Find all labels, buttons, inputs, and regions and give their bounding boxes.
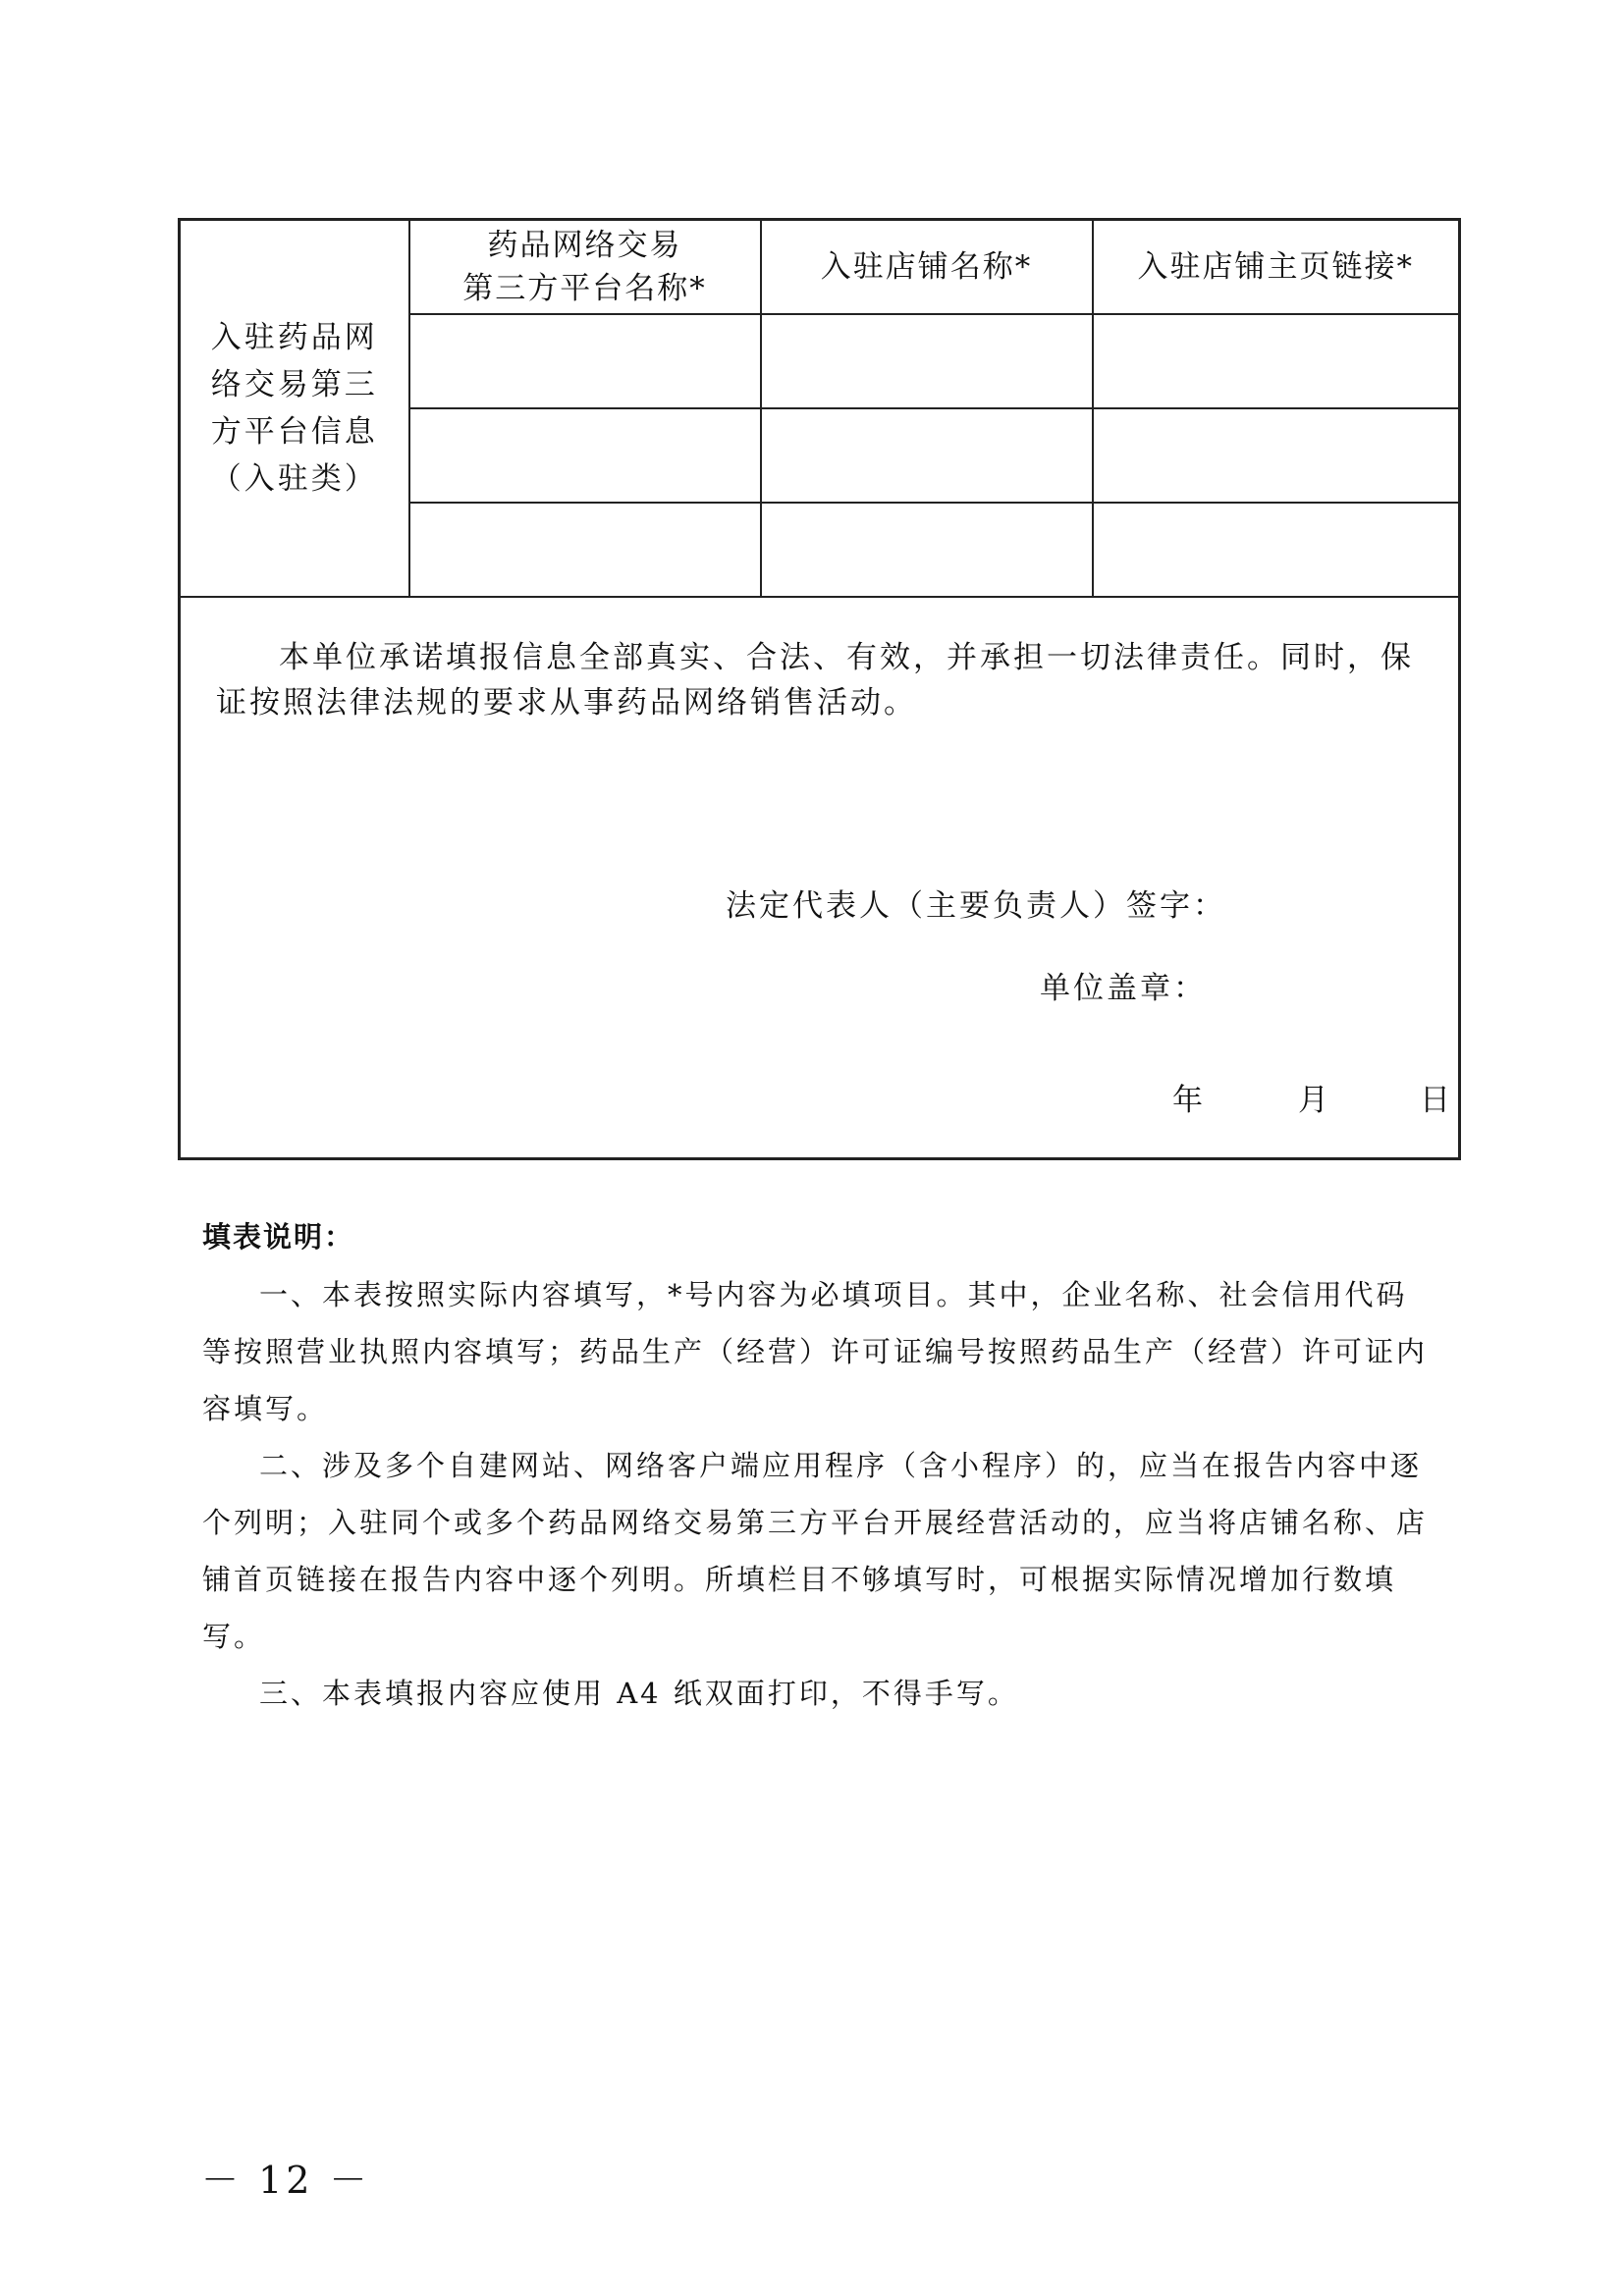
header-store-name: 入驻店铺名称* bbox=[761, 220, 1093, 314]
year-label: 年 bbox=[1172, 1082, 1206, 1118]
store-name-cell[interactable] bbox=[761, 314, 1093, 408]
declaration-cell bbox=[180, 597, 1460, 1159]
table-header-row bbox=[180, 220, 1460, 314]
declaration-text: 本单位承诺填报信息全部真实、合法、有效，并承担一切法律责任。同时，保证按照法律法规的要求从事药品网络销售活动。 bbox=[216, 639, 1414, 721]
declaration-row bbox=[180, 597, 1460, 1159]
platform-name-cell[interactable] bbox=[409, 503, 761, 597]
day-label: 日 bbox=[1420, 1082, 1453, 1118]
row-label-cell bbox=[180, 220, 409, 597]
note-item: 二、涉及多个自建网站、网络客户端应用程序（含小程序）的，应当在报告内容中逐个列明；入驻同个或多个药品网络交易第三方平台开展经营活动的，应当将店铺名称、店铺首页链接在报告内容中逐个列明。所填栏目不够填写时，可根据实际情况增加行数填写。 bbox=[202, 1449, 1429, 1653]
store-link-cell[interactable] bbox=[1093, 408, 1460, 503]
platform-name-cell[interactable] bbox=[409, 408, 761, 503]
page-number: － 12 － bbox=[201, 2159, 371, 2202]
header-platform-name: 药品网络交易 第三方平台名称* bbox=[409, 220, 761, 314]
notes-title: 填表说明： bbox=[202, 1220, 355, 1254]
notes bbox=[202, 1266, 1435, 1722]
store-link-cell[interactable] bbox=[1093, 503, 1460, 597]
row-label: 入驻药品网络交易第三方平台信息（入驻类） bbox=[210, 319, 378, 497]
header-store-link: 入驻店铺主页链接* bbox=[1093, 220, 1460, 314]
platform-name-cell[interactable] bbox=[409, 314, 761, 408]
store-name-cell[interactable] bbox=[761, 408, 1093, 503]
platform-info-table bbox=[178, 218, 1461, 1160]
note-item: 一、本表按照实际内容填写，*号内容为必填项目。其中，企业名称、社会信用代码等按照营业执照内容填写；药品生产（经营）许可证编号按照药品生产（经营）许可证内容填写。 bbox=[202, 1278, 1429, 1425]
seal-label: 单位盖章： bbox=[1040, 970, 1207, 1006]
month-label: 月 bbox=[1298, 1082, 1331, 1118]
store-name-cell[interactable] bbox=[761, 503, 1093, 597]
note-item: 三、本表填报内容应使用 A4 纸双面打印，不得手写。 bbox=[259, 1677, 1019, 1710]
store-link-cell[interactable] bbox=[1093, 314, 1460, 408]
rep-signature-label: 法定代表人（主要负责人）签字： bbox=[726, 887, 1226, 924]
